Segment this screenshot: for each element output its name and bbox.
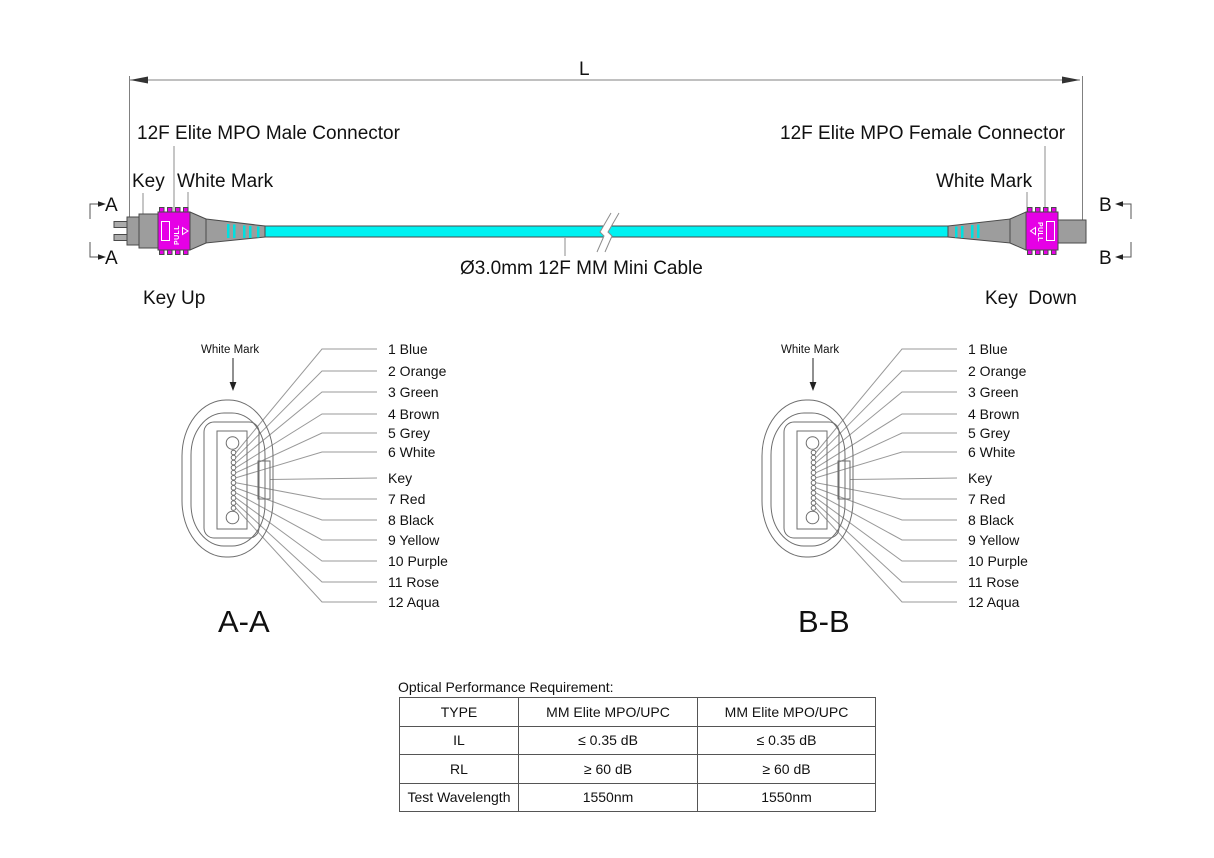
value-cell: ≥ 60 dB [519,755,698,784]
callout-leader-lines [143,146,1045,256]
fiber-label: 7 Red [388,491,426,507]
dimension-arrow-left [130,77,148,84]
key-callout-label: Key [132,171,165,192]
fiber-hole [811,450,816,455]
fiber-label: 9 Yellow [388,532,440,548]
guide-pin-hole [226,437,239,450]
fiber-label: 3 Green [388,384,439,400]
table-row [400,755,876,784]
key-position-label: Key [388,470,413,486]
table-row [400,726,876,755]
table-row [400,783,876,812]
fiber-hole [231,491,236,496]
value-cell: ≤ 0.35 dB [519,726,698,755]
fiber-label: 6 White [968,444,1016,460]
dimension-label: L [579,59,590,80]
fiber-hole [811,465,816,470]
fiber-hole [811,470,816,475]
cable-label: Ø3.0mm 12F MM Mini Cable [460,258,703,279]
fiber-hole [231,496,236,501]
key-leader-line [850,478,957,480]
fiber-label: 9 Yellow [968,532,1020,548]
view-a-title: A-A [218,604,270,639]
fiber-label: 8 Black [388,512,434,528]
guide-pin [114,235,127,241]
optical-table-body [400,698,876,812]
fiber-leader-line [236,452,377,478]
fiber-label: 10 Purple [388,553,448,569]
fiber-label: 11 Rose [388,574,440,590]
value-cell: 1550nm [519,783,698,812]
row-header-cell: RL [400,755,519,784]
fiber-hole [811,496,816,501]
fiber-leader-line [236,483,377,499]
fiber-hole [811,475,816,480]
connector-tip [1058,220,1086,243]
value-cell: ≥ 60 dB [698,755,876,784]
fiber-label: 7 Red [968,491,1006,507]
face-view-b [762,349,957,602]
fiber-label: 3 Green [968,384,1019,400]
boot-flare [1010,212,1026,250]
value-cell: ≤ 0.35 dB [698,726,876,755]
white-mark-label-right: White Mark [936,171,1033,192]
fiber-leader-line [236,498,377,561]
fiber-label: 5 Grey [388,425,431,441]
guide-pin-hole [806,511,819,524]
fiber-label: 12 Aqua [388,594,440,610]
dimension-arrow-right [1062,77,1080,84]
female-connector-drawing [948,208,1086,255]
fiber-label: 4 Brown [388,406,440,422]
fiber-hole [231,455,236,460]
fiber-label: 12 Aqua [968,594,1020,610]
fiber-hole [231,460,236,465]
view-b-title: B-B [798,604,850,639]
fiber-hole [231,475,236,480]
white-mark-arrowhead [810,382,817,391]
section-letter-b-bottom: B [1099,248,1112,269]
fiber-hole [811,455,816,460]
pull-text-left: PULL [174,225,181,245]
fiber-leader-line [236,349,377,453]
fiber-leader-line [816,452,957,478]
fiber-label: 8 Black [968,512,1014,528]
pull-text-right: PULL [1036,222,1043,242]
fiber-leader-line [816,414,957,468]
fiber-hole [811,501,816,506]
guide-pin [114,222,127,228]
fiber-label: 5 Grey [968,425,1011,441]
fiber-label: 2 Orange [968,363,1027,379]
row-header-cell: IL [400,726,519,755]
fiber-leader-line [816,433,957,473]
fiber-hole [231,470,236,475]
value-cell: MM Elite MPO/UPC [519,698,698,727]
fiber-hole [231,506,236,511]
fiber-hole [811,486,816,491]
guide-pin-hole [806,437,819,450]
key-tab [258,461,270,499]
boot-flare [190,212,206,250]
row-header-cell: TYPE [400,698,519,727]
key-position-label: Key [968,470,993,486]
fiber-leader-line [236,433,377,473]
value-cell: 1550nm [698,783,876,812]
row-header-cell: Test Wavelength [400,783,519,812]
fiber-leader-line [816,349,957,453]
value-cell: MM Elite MPO/UPC [698,698,876,727]
fiber-hole [811,481,816,486]
table-title: Optical Performance Requirement: [398,679,614,695]
key-leader-line [270,478,377,480]
fiber-label: 1 Blue [968,341,1008,357]
male-connector-drawing [114,208,265,255]
fiber-leader-line [816,498,957,561]
fiber-label: 11 Rose [968,574,1020,590]
fiber-hole [231,465,236,470]
fiber-leader-line [236,503,377,582]
white-mark-arrowhead [230,382,237,391]
fiber-hole [231,501,236,506]
fiber-leader-line [816,483,957,499]
fiber-hole [231,450,236,455]
fiber-label: 6 White [388,444,436,460]
section-letter-b-top: B [1099,195,1112,216]
fiber-label: 10 Purple [968,553,1028,569]
fiber-label: 4 Brown [968,406,1020,422]
section-letter-a-bottom: A [105,248,118,269]
fiber-hole [811,491,816,496]
ferrule [127,217,139,245]
male-connector-label: 12F Elite MPO Male Connector [137,123,400,144]
section-letter-a-top: A [105,195,118,216]
table-row [400,698,876,727]
guide-pin-hole [226,511,239,524]
white-mark-label-left: White Mark [177,171,274,192]
key-up-label: Key Up [143,288,206,309]
fiber-leader-line [236,414,377,468]
view-a-white-mark-label: White Mark [201,344,260,356]
face-view-a [182,349,377,602]
optical-performance-table [399,697,876,812]
connector-body [139,214,158,248]
view-b-white-mark-label: White Mark [781,344,840,356]
female-connector-label: 12F Elite MPO Female Connector [780,123,1066,144]
fiber-hole [231,481,236,486]
fiber-hole [811,460,816,465]
dimension-lines [130,76,1083,221]
fiber-label: 1 Blue [388,341,428,357]
fiber-label: 2 Orange [388,363,447,379]
key-tab [838,461,850,499]
key-down-label: Key Down [985,288,1077,309]
fiber-leader-line [816,503,957,582]
fiber-hole [811,506,816,511]
fiber-hole [231,486,236,491]
